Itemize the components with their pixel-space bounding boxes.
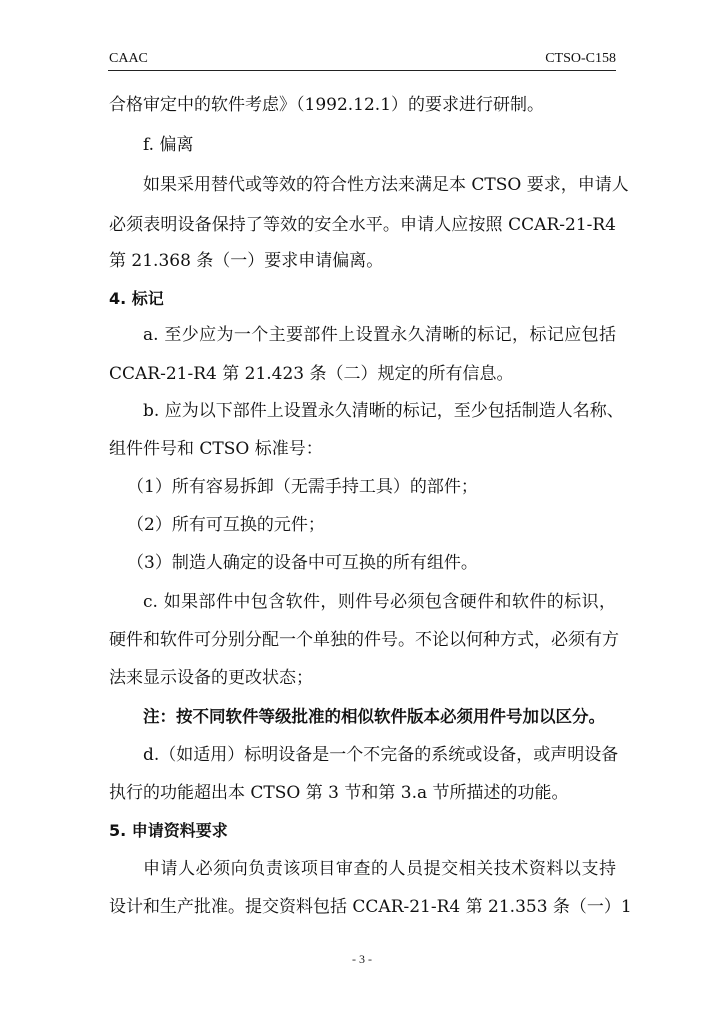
list-item-2: （2）所有可互换的元件； xyxy=(127,515,325,535)
header-left-org: CAAC xyxy=(109,51,148,66)
item-a-line-2: CCAR-21-R4 第 21.423 条（二）规定的所有信息。 xyxy=(109,364,514,384)
section-5-line-1: 申请人必须向负责该项目审查的人员提交相关技术资料以支持 xyxy=(143,859,616,879)
section-5-line-2: 设计和生产批准。提交资料包括 CCAR-21-R4 第 21.353 条（一）1 xyxy=(109,897,632,917)
section-5-heading: 5. 申请资料要求 xyxy=(109,821,228,840)
item-c-line-3: 法来显示设备的更改状态； xyxy=(109,668,313,688)
item-c-line-2: 硬件和软件可分别分配一个单独的件号。不论以何种方式，必须有方 xyxy=(109,630,619,650)
body-line-1: 合格审定中的软件考虑》（1992.12.1）的要求进行研制。 xyxy=(109,95,545,115)
list-item-1: （1）所有容易拆卸（无需手持工具）的部件； xyxy=(127,477,478,497)
header-rule xyxy=(108,70,616,71)
page-number: - 3 - xyxy=(352,952,372,966)
body-line-4: 必须表明设备保持了等效的安全水平。申请人应按照 CCAR-21-R4 xyxy=(109,215,616,235)
body-line-3: 如果采用替代或等效的符合性方法来满足本 CTSO 要求，申请人 xyxy=(143,175,629,195)
list-item-3: （3）制造人确定的设备中可互换的所有组件。 xyxy=(127,553,478,573)
item-b-line-2: 组件件号和 CTSO 标准号： xyxy=(109,439,323,459)
section-4-heading: 4. 标记 xyxy=(109,289,164,308)
body-line-5: 第 21.368 条（一）要求申请偏离。 xyxy=(109,251,384,271)
item-b-line-1: b. 应为以下部件上设置永久清晰的标记，至少包括制造人名称、 xyxy=(143,401,624,421)
note-line: 注：按不同软件等级批准的相似软件版本必须用件号加以区分。 xyxy=(143,707,605,726)
header-right-doc-id: CTSO-C158 xyxy=(545,51,616,66)
item-a-line-1: a. 至少应为一个主要部件上设置永久清晰的标记，标记应包括 xyxy=(143,325,616,345)
item-c-line-1: c. 如果部件中包含软件，则件号必须包含硬件和软件的标识， xyxy=(143,592,616,612)
section-f-heading: f. 偏离 xyxy=(143,135,194,155)
item-d-line-1: d.（如适用）标明设备是一个不完备的系统或设备，或声明设备 xyxy=(143,745,619,765)
item-d-line-2: 执行的功能超出本 CTSO 第 3 节和第 3.a 节所描述的功能。 xyxy=(109,783,569,803)
